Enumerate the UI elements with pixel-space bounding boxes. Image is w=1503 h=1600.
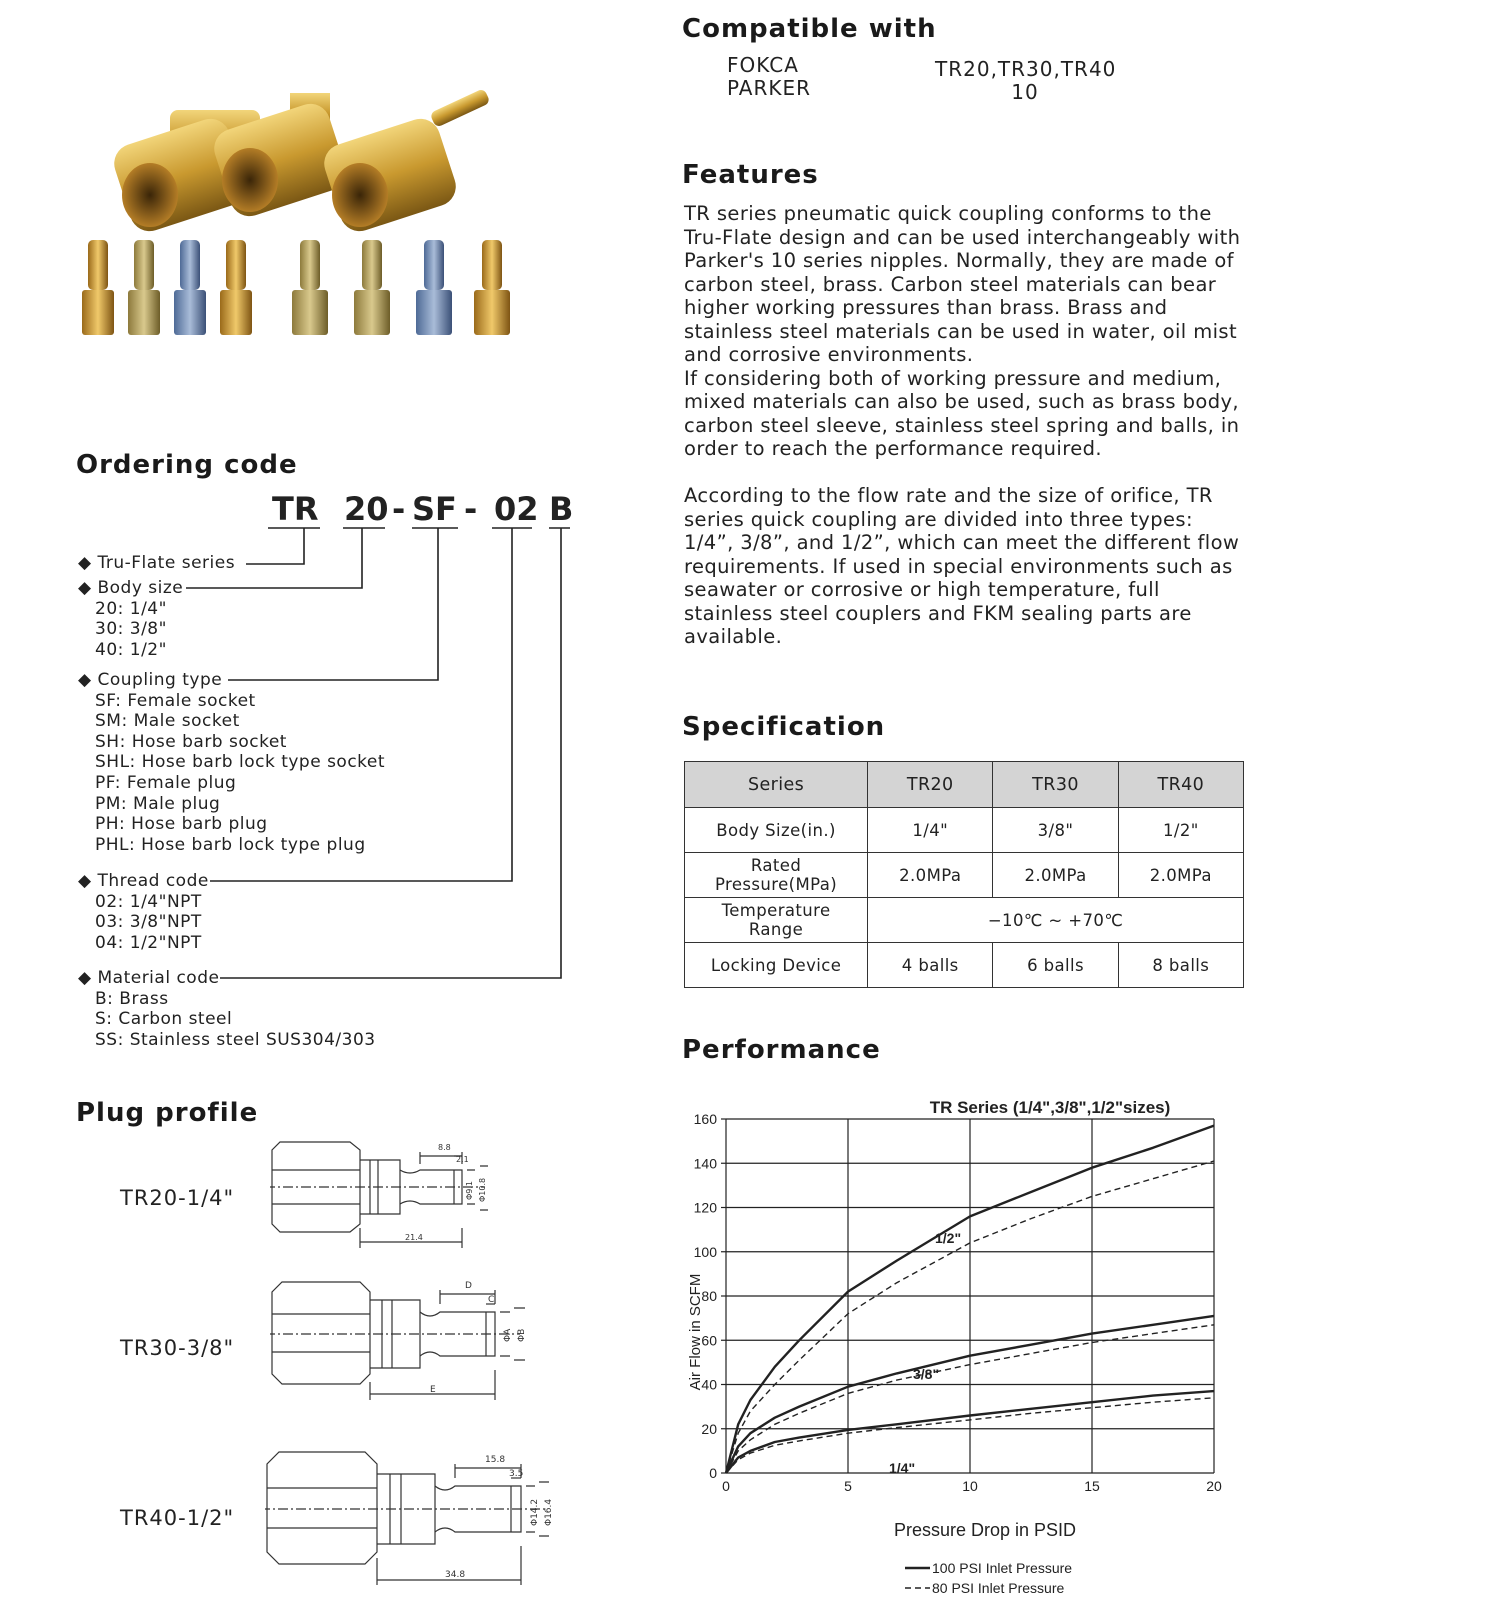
specification-title: Specification <box>682 712 886 742</box>
table-header: Series <box>685 762 868 808</box>
dim-label: Φ9.1 <box>465 1180 474 1200</box>
option-item: 04: 1/2"NPT <box>95 932 202 953</box>
dim-label: 2.1 <box>456 1155 469 1164</box>
ordering-group-material-code <box>78 968 376 1050</box>
option-item: SM: Male socket <box>95 711 240 732</box>
features-paragraph: According to the flow rate and the size of orifice, TR series quick coupling are divided into three types: 1/4”, 3/8”, and 1/2”, which can meet the different flow requirements. If used in special environments such as seawater or corrosive or high temperature, full stainless steel couplers and FKM sealing parts are available. <box>684 484 1240 648</box>
dim-label: D <box>465 1281 472 1291</box>
compatible-models <box>935 58 1115 104</box>
table-cell: 1/2" <box>1118 808 1243 853</box>
code-material: B <box>549 490 574 528</box>
compatible-brand: PARKER <box>727 76 812 100</box>
plug-label: TR20-1/4" <box>120 1186 235 1210</box>
chart-legend <box>905 1560 1072 1596</box>
features-paragraph: TR series pneumatic quick coupling conforms to the Tru-Flate design and can be used interchangeably with Parker's 10 series nipples. Normally, they are made of carbon steel, brass. Carbon steel materials can bear higher working pressures than brass. Brass and stainless steel materials can be used in water, oil mist and corrosive environments. <box>684 202 1241 366</box>
code-series: TR <box>272 490 319 528</box>
code-type: SF <box>412 490 457 528</box>
dim-label: ΦB <box>517 1328 527 1342</box>
diamond-bullet-icon: ◆ <box>78 871 92 891</box>
dim-label: Φ10.8 <box>478 1177 487 1202</box>
dim-label: Φ14.2 <box>530 1498 540 1526</box>
y-tick-label: 80 <box>701 1288 717 1304</box>
diamond-bullet-icon: ◆ <box>78 578 92 598</box>
features-paragraph: If considering both of working pressure and medium, mixed materials can also be used, such as brass body, carbon steel sleeve, stainless steel spring and balls, in order to reach the performance required. <box>684 366 1240 460</box>
performance-title: Performance <box>682 1035 881 1065</box>
plug-label: TR30-3/8" <box>120 1336 235 1360</box>
table-row <box>685 853 1244 898</box>
x-tick-label: 20 <box>1206 1478 1222 1494</box>
code-thread: 02 <box>494 490 539 528</box>
table-cell: 3/8" <box>993 808 1118 853</box>
code-dash: - <box>392 490 406 528</box>
ordering-group-series <box>78 553 235 574</box>
y-tick-label: 20 <box>701 1420 717 1437</box>
option-item: 02: 1/4"NPT <box>95 891 202 912</box>
table-header: TR20 <box>868 762 993 808</box>
row-label: Rated Pressure(MPa) <box>685 853 868 898</box>
legend-entry: 100 PSI Inlet Pressure <box>932 1560 1073 1576</box>
option-item: 30: 3/8" <box>95 619 167 640</box>
leader-line <box>228 528 458 680</box>
table-cell: −10℃ ~ +70℃ <box>868 898 1244 943</box>
plug-drawing-tr30 <box>270 1270 540 1405</box>
option-item: SHL: Hose barb lock type socket <box>95 752 386 773</box>
table-cell: 2.0MPa <box>868 853 993 898</box>
code-size: 20 <box>344 490 389 528</box>
row-label: Locking Device <box>685 943 868 988</box>
plug-drawing-tr20 <box>270 1130 530 1250</box>
x-tick-label: 5 <box>844 1478 852 1494</box>
option-item: SS: Stainless steel SUS304/303 <box>95 1029 376 1050</box>
dim-label: 21.4 <box>405 1233 423 1242</box>
compatible-brand: FOKCA <box>727 53 799 77</box>
dim-label: 15.8 <box>485 1455 506 1465</box>
option-item: B: Brass <box>95 988 169 1009</box>
code-dash: - <box>464 490 478 528</box>
dim-label: E <box>430 1385 436 1395</box>
ordering-group-body-size <box>78 578 183 660</box>
y-tick-label: 120 <box>693 1199 717 1216</box>
option-item: S: Carbon steel <box>95 1009 233 1030</box>
option-item: PH: Hose barb plug <box>95 814 268 835</box>
features-title: Features <box>682 160 819 190</box>
row-label: Body Size(in.) <box>685 808 868 853</box>
table-row <box>685 943 1244 988</box>
x-tick-label: 0 <box>722 1478 730 1494</box>
specification-table <box>684 761 1244 988</box>
dim-label: 3.5 <box>509 1469 524 1479</box>
option-item: PHL: Hose barb lock type plug <box>95 834 366 855</box>
compatible-brands <box>727 54 811 100</box>
option-item: 40: 1/2" <box>95 639 167 660</box>
table-row <box>685 808 1244 853</box>
option-item: SH: Hose barb socket <box>95 731 287 752</box>
y-tick-label: 40 <box>701 1376 717 1393</box>
curve-annotation: 1/2" <box>935 1230 962 1246</box>
ordering-group-coupling-type <box>78 670 385 855</box>
curve-annotation: 3/8" <box>913 1366 940 1382</box>
legend-entry: 80 PSI Inlet Pressure <box>932 1580 1065 1596</box>
group-label: Thread code <box>97 871 209 891</box>
features-body <box>684 202 1244 649</box>
table-cell: 8 balls <box>1118 943 1243 988</box>
curve-annotation: 1/4" <box>889 1460 916 1476</box>
y-tick-label: 140 <box>693 1155 717 1172</box>
option-item: 03: 3/8"NPT <box>95 912 202 933</box>
y-tick-label: 100 <box>693 1243 717 1260</box>
ordering-title: Ordering code <box>76 450 298 480</box>
table-header-row <box>685 762 1244 808</box>
diamond-bullet-icon: ◆ <box>78 553 92 573</box>
dim-label: ΦA <box>503 1328 513 1342</box>
leader-line <box>246 528 320 564</box>
group-label: Material code <box>97 968 220 988</box>
compatible-model: 10 <box>1011 80 1039 104</box>
y-tick-label: 160 <box>693 1111 717 1127</box>
dim-label: 8.8 <box>438 1143 451 1152</box>
table-cell: 4 balls <box>868 943 993 988</box>
diamond-bullet-icon: ◆ <box>78 670 92 690</box>
table-row <box>685 898 1244 943</box>
group-label: Body size <box>97 578 184 598</box>
table-header: TR30 <box>993 762 1118 808</box>
compatible-model: TR20,TR30,TR40 <box>935 57 1117 81</box>
dim-label: Φ16.4 <box>544 1498 554 1526</box>
table-cell: 2.0MPa <box>1118 853 1243 898</box>
table-cell: 6 balls <box>993 943 1118 988</box>
plug-label: TR40-1/2" <box>120 1506 235 1530</box>
chart-xlabel: Pressure Drop in PSID <box>893 1520 1077 1540</box>
x-tick-label: 15 <box>1084 1478 1100 1494</box>
option-item: PM: Male plug <box>95 793 221 814</box>
option-item: PF: Female plug <box>95 772 237 793</box>
ordering-group-thread-code <box>78 871 209 953</box>
y-tick-label: 0 <box>709 1465 717 1481</box>
row-label: Temperature Range <box>685 898 868 943</box>
option-item: 20: 1/4" <box>95 598 167 619</box>
dim-label: 34.8 <box>445 1570 466 1580</box>
group-label: Coupling type <box>97 670 223 690</box>
dim-label: C <box>488 1295 495 1305</box>
plug-drawing-tr40 <box>265 1440 555 1590</box>
y-tick-label: 60 <box>701 1332 717 1349</box>
chart-ticks <box>694 1111 1222 1494</box>
option-item: SF: Female socket <box>95 690 256 711</box>
table-cell: 1/4" <box>868 808 993 853</box>
compatible-title: Compatible with <box>682 14 937 44</box>
x-tick-label: 10 <box>962 1478 978 1494</box>
table-cell: 2.0MPa <box>993 853 1118 898</box>
diamond-bullet-icon: ◆ <box>78 968 92 988</box>
chart-ylabel: Air Flow in SCFM <box>687 1273 704 1391</box>
table-header: TR40 <box>1118 762 1243 808</box>
chart-title: TR Series (1/4",3/8",1/2"sizes) <box>929 1098 1171 1117</box>
plug-profile-title: Plug profile <box>76 1098 259 1128</box>
performance-chart <box>675 1090 1275 1598</box>
group-label: Tru-Flate series <box>97 553 236 573</box>
